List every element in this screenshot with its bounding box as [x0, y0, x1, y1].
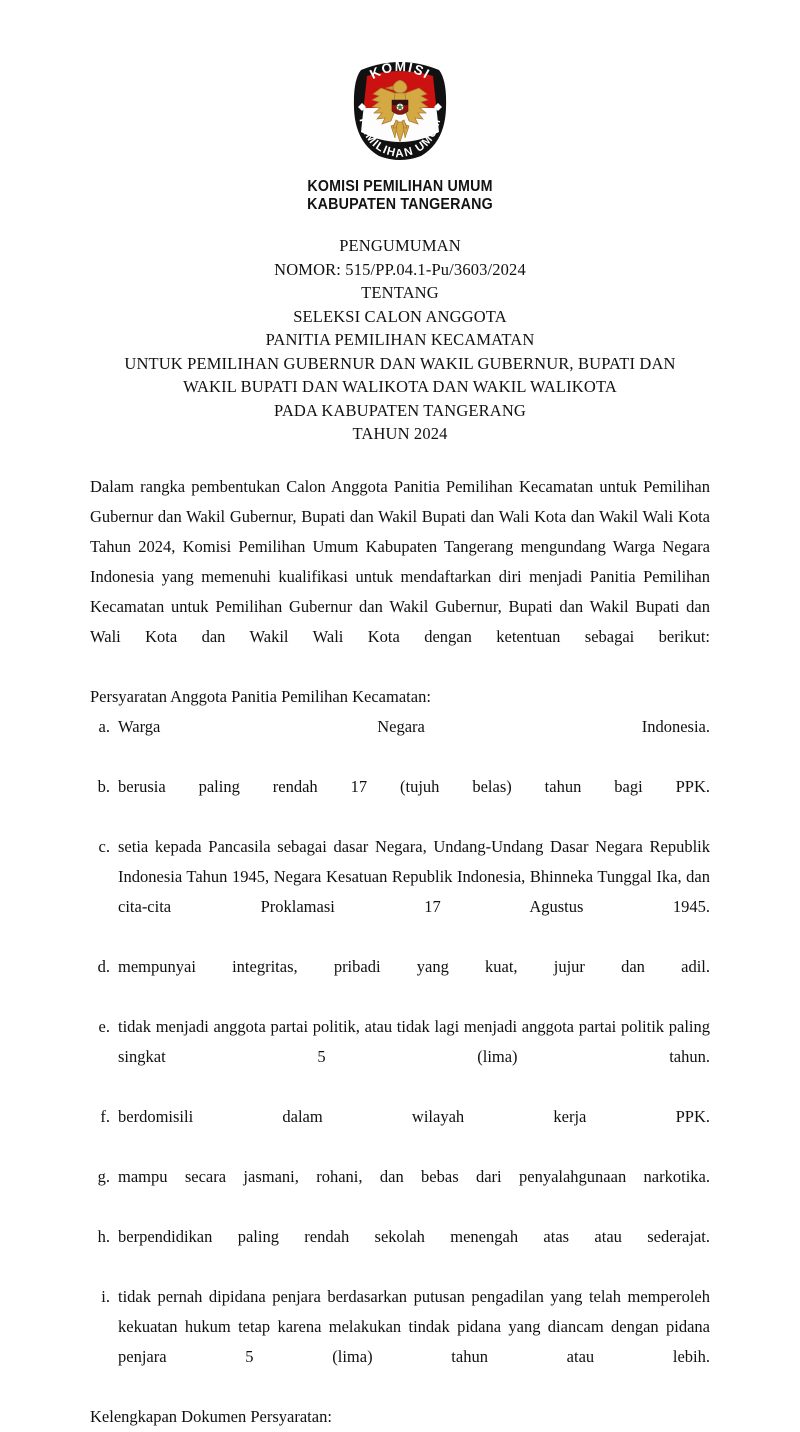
list-item-text: berpendidikan paling rendah sekolah menengah atas atau sederajat. — [118, 1226, 710, 1246]
title-line-seleksi: SELEKSI CALON ANGGOTA — [293, 306, 507, 326]
organization-name — [32, 178, 768, 214]
title-line-untuk: UNTUK PEMILIHAN GUBERNUR DAN WAKIL GUBERNUR, BUPATI DAN — [124, 353, 676, 373]
list-item — [90, 1102, 710, 1162]
list-item-marker: h. — [97, 1226, 110, 1246]
list-item-text: tidak pernah dipidana penjara berdasarkan putusan pengadilan yang telah memperoleh kekuatan hukum tetap karena melakukan tindak pidana yang diancam dengan pidana penjara 5 (lima) tahun atau lebih. — [118, 1286, 710, 1366]
list-item-text: Warga Negara Indonesia. — [118, 716, 710, 736]
list-item-text: setia kepada Pancasila sebagai dasar Negara, Undang-Undang Dasar Negara Republik Indonesia Tahun 1945, Negara Kesatuan Republik Indonesia, Bhinneka Tunggal Ika, dan cita-cita Proklamasi 17 Agustus 1945. — [118, 836, 710, 916]
opening-paragraph: Dalam rangka pembentukan Calon Anggota Panitia Pemilihan Kecamatan untuk Pemilihan Gubernur dan Wakil Gubernur, Bupati dan Wakil Bupati dan Wali Kota dan Wakil Wali Kota Tahun 2024, Komisi Pemilihan Umum Kabupaten Tangerang mengundang Warga Negara Indonesia yang memenuhi kualifikasi untuk mendaftarkan diri menjadi Panitia Pemilihan Kecamatan untuk Pemilihan Gubernur dan Wakil Gubernur, Bupati dan Wakil Bupati dan Wali Kota dan Wakil Wali Kota dengan ketentuan sebagai berikut: — [90, 476, 710, 646]
requirements-heading: Persyaratan Anggota Panitia Pemilihan Kecamatan: — [90, 686, 431, 706]
title-line-nomor: NOMOR: 515/PP.04.1-Pu/3603/2024 — [274, 259, 526, 279]
svg-text:KOMISI: KOMISI — [367, 58, 434, 82]
list-item-marker: c. — [98, 836, 110, 856]
title-line-pengumuman: PENGUMUMAN — [339, 236, 461, 255]
list-item-marker: a. — [98, 716, 110, 736]
list-item-marker: f. — [100, 1106, 110, 1126]
list-item-text: berdomisili dalam wilayah kerja PPK. — [118, 1106, 710, 1126]
list-item — [90, 952, 710, 1012]
list-item-marker: d. — [97, 956, 110, 976]
title-line-tahun: TAHUN 2024 — [352, 424, 448, 443]
title-line-pada: PADA KABUPATEN TANGERANG — [274, 400, 526, 420]
list-item — [90, 772, 710, 832]
list-item-marker: i. — [101, 1286, 110, 1306]
list-item-marker: g. — [97, 1166, 110, 1186]
list-item — [90, 832, 710, 952]
list-item — [90, 1162, 710, 1222]
svg-text:PEMILIHAN UMUM: PEMILIHAN UMUM — [356, 116, 444, 161]
document-body — [90, 472, 710, 1432]
title-line-wakil: WAKIL BUPATI DAN WALIKOTA DAN WAKIL WALIKOTA — [183, 377, 617, 396]
list-item — [90, 1012, 710, 1102]
requirements-list — [90, 712, 710, 1402]
list-item — [90, 1222, 710, 1282]
documents-heading: Kelengkapan Dokumen Persyaratan: — [90, 1406, 332, 1426]
list-item — [90, 712, 710, 772]
list-item — [90, 1282, 710, 1402]
list-item-text: mampu secara jasmani, rohani, dan bebas dari penyalahgunaan narkotika. — [118, 1166, 710, 1186]
kpu-emblem-icon — [347, 50, 453, 166]
list-item-marker: e. — [98, 1016, 110, 1036]
list-item-text: mempunyai integritas, pribadi yang kuat, jujur dan adil. — [118, 956, 710, 976]
letterhead — [0, 0, 800, 214]
organization-name-line2: KABUPATEN TANGERANG — [307, 196, 493, 213]
organization-name-line1: KOMISI PEMILIHAN UMUM — [307, 178, 493, 195]
title-line-tentang: TENTANG — [361, 283, 439, 302]
title-line-panitia: PANITIA PEMILIHAN KECAMATAN — [265, 330, 535, 349]
list-item-text: berusia paling rendah 17 (tujuh belas) tahun bagi PPK. — [118, 776, 710, 796]
announcement-title-block — [0, 234, 800, 446]
list-item-text: tidak menjadi anggota partai politik, atau tidak lagi menjadi anggota partai politik paling singkat 5 (lima) tahun. — [118, 1016, 710, 1066]
list-item-marker: b. — [97, 776, 110, 796]
